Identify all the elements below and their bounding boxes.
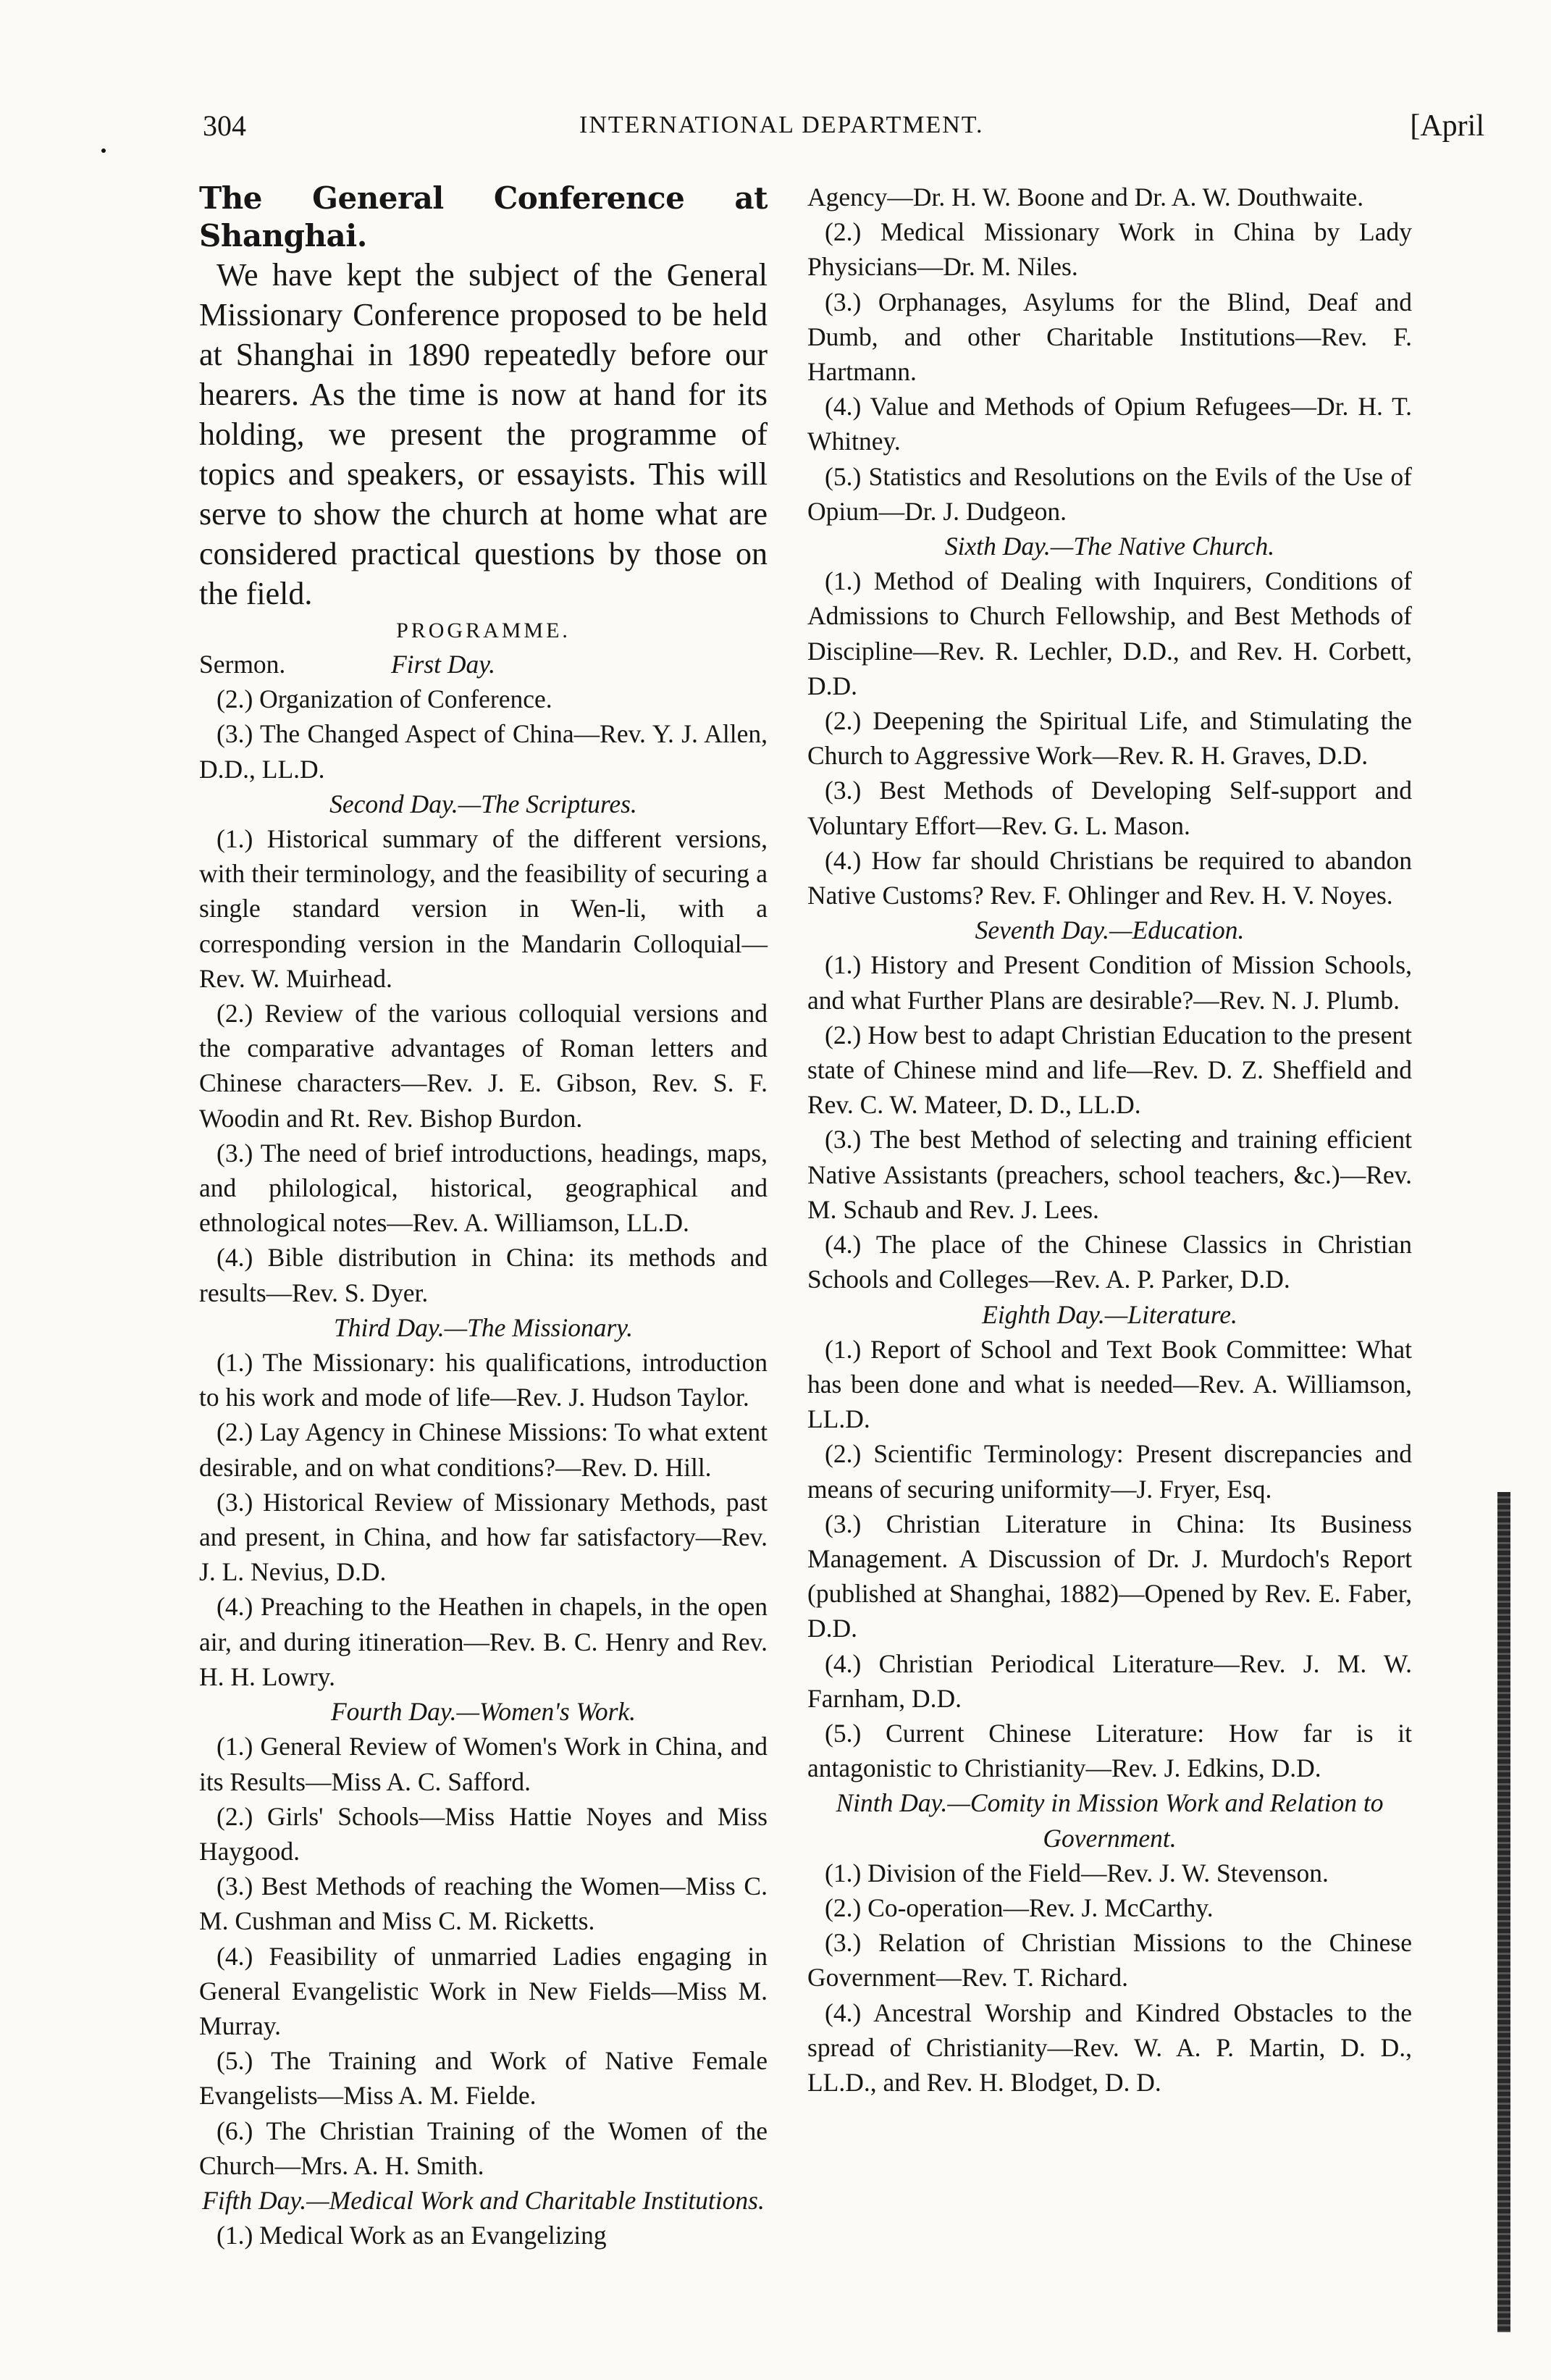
scan-edge-mark bbox=[1497, 1492, 1510, 2332]
fifth-day-heading: Fifth Day.—Medical Work and Charitable Institutions. bbox=[202, 2185, 765, 2215]
program-item: (4.) Christian Periodical Literature—Rev. J. M. W. Farnham, D.D. bbox=[807, 1648, 1412, 1713]
program-item: (5.) Statistics and Resolutions on the Evils of the Use of Opium—Dr. J. Dudgeon. bbox=[807, 461, 1412, 526]
program-item: (4.) Feasibility of unmarried Ladies engaging in General Evangelistic Work in New Fields—Miss M. Murray. bbox=[199, 1941, 768, 2040]
program-item: (2.) Review of the various colloquial versions and the comparative advantages of Roman letters and Chinese characters—Rev. J. E. Gibson, Rev. S. F. Woodin and Rt. Rev. Bishop Burdon. bbox=[199, 999, 768, 1133]
program-item-continued: Agency—Dr. H. W. Boone and Dr. A. W. Douthwaite. bbox=[807, 183, 1364, 211]
eighth-day-heading: Eighth Day.—Literature. bbox=[982, 1299, 1237, 1329]
program-item: (2.) Medical Missionary Work in China by Lady Physicians—Dr. M. Niles. bbox=[807, 217, 1412, 282]
program-item: (4.) Ancestral Worship and Kindred Obstacles to the spread of Christianity—Rev. W. A. P. Martin, D. D., LL.D., and Rev. H. Blodget, D. D. bbox=[807, 1998, 1412, 2097]
program-item: (1.) Medical Work as an Evangelizing bbox=[217, 2221, 607, 2250]
program-item: (3.) The Changed Aspect of China—Rev. Y. J. Allen, D.D., LL.D. bbox=[199, 719, 768, 784]
program-item: (3.) Relation of Christian Missions to the Chinese Government—Rev. T. Richard. bbox=[807, 1928, 1412, 1993]
page-header bbox=[203, 109, 1484, 159]
issue-month: [April bbox=[1410, 109, 1484, 143]
program-item: (1.) The Missionary: his qualifications, introduction to his work and mode of life—Rev. J. Hudson Taylor. bbox=[199, 1348, 768, 1412]
program-item: (2.) How best to adapt Christian Education to the present state of Chinese mind and life—Rev. D. Z. Sheffield and Rev. C. W. Mateer, D. D., LL.D. bbox=[807, 1020, 1412, 1120]
program-item: (4.) How far should Christians be required to abandon Native Customs? Rev. F. Ohlinger and Rev. H. V. Noyes. bbox=[807, 845, 1412, 910]
program-item: (2.) Deepening the Spiritual Life, and Stimulating the Church to Aggressive Work—Rev. R. H. Graves, D.D. bbox=[807, 706, 1412, 771]
program-item: (2.) Lay Agency in Chinese Missions: To what extent desirable, and on what conditions?—Rev. D. Hill. bbox=[199, 1417, 768, 1482]
ninth-day-heading: Ninth Day.—Comity in Mission Work and Relation to Government. bbox=[836, 1788, 1384, 1853]
article-title: The General Conference at Shanghai. bbox=[199, 180, 768, 253]
program-item: (3.) Historical Review of Missionary Methods, past and present, in China, and how far satisfactory—Rev. J. L. Nevius, D.D. bbox=[199, 1487, 768, 1587]
program-item: (5.) Current Chinese Literature: How far is it antagonistic to Christianity—Rev. J. Edkins, D.D. bbox=[807, 1718, 1412, 1783]
left-column bbox=[199, 180, 768, 2253]
program-item: (1.) Report of School and Text Book Committee: What has been done and what is needed—Rev. A. Williamson, LL.D. bbox=[807, 1334, 1412, 1434]
program-item: (2.) Girls' Schools—Miss Hattie Noyes and Miss Haygood. bbox=[199, 1801, 768, 1866]
sermon-label: Sermon. bbox=[199, 650, 286, 679]
program-item: (4.) Value and Methods of Opium Refugees—Dr. H. T. Whitney. bbox=[807, 392, 1412, 456]
right-column bbox=[807, 180, 1412, 2100]
intro-paragraph: We have kept the subject of the General Missionary Conference proposed to be held at Shanghai in 1890 repeatedly before our hearers. As the time is now at hand for its holding, we present the programme of topics and speakers, or essayists. This will serve to show the church at home what are considered practical questions by those on the field. bbox=[199, 257, 768, 611]
program-item: (4.) The place of the Chinese Classics in Christian Schools and Colleges—Rev. A. P. Parker, D.D. bbox=[807, 1230, 1412, 1294]
program-item: (1.) General Review of Women's Work in China, and its Results—Miss A. C. Safford. bbox=[199, 1732, 768, 1796]
program-item: (1.) Division of the Field—Rev. J. W. Stevenson. bbox=[825, 1858, 1329, 1887]
program-item: (2.) Scientific Terminology: Present discrepancies and means of securing uniformity—J. Fryer, Esq. bbox=[807, 1439, 1412, 1504]
program-item: (3.) The best Method of selecting and training efficient Native Assistants (preachers, school teachers, &c.)—Rev. M. Schaub and Rev. J. Lees. bbox=[807, 1125, 1412, 1224]
fourth-day-heading: Fourth Day.—Women's Work. bbox=[330, 1697, 636, 1727]
program-item: (1.) Method of Dealing with Inquirers, Conditions of Admissions to Church Fellowship, and Best Methods of Discipline—Rev. R. Lechler, D.D., and Rev. H. Corbett, D.D. bbox=[807, 566, 1412, 700]
program-item: (3.) Best Methods of reaching the Women—Miss C. M. Cushman and Miss C. M. Ricketts. bbox=[199, 1872, 768, 1936]
program-item: (1.) Historical summary of the different versions, with their terminology, and the feasibility of securing a single standard version in Wen-li, with a corresponding version in the Mandarin Colloquial—Rev. W. Muirhead. bbox=[199, 824, 768, 993]
program-item: (4.) Bible distribution in China: its methods and results—Rev. S. Dyer. bbox=[199, 1243, 768, 1307]
program-item: (2.) Organization of Conference. bbox=[217, 684, 552, 714]
page-number: 304 bbox=[203, 109, 246, 142]
program-item: (1.) History and Present Condition of Mission Schools, and what Further Plans are desirable?—Rev. N. J. Plumb. bbox=[807, 950, 1412, 1015]
print-speck bbox=[101, 148, 106, 153]
program-item: (3.) Orphanages, Asylums for the Blind, Deaf and Dumb, and other Charitable Institutions—Rev. F. Hartmann. bbox=[807, 287, 1412, 387]
program-item: (4.) Preaching to the Heathen in chapels, in the open air, and during itineration—Rev. B. C. Henry and Rev. H. H. Lowry. bbox=[199, 1592, 768, 1691]
second-day-heading: Second Day.—The Scriptures. bbox=[329, 789, 637, 818]
first-day-line bbox=[199, 647, 768, 682]
program-item: (2.) Co-operation—Rev. J. McCarthy. bbox=[825, 1893, 1214, 1922]
program-item: (3.) The need of brief introductions, headings, maps, and philological, historical, geographical and ethnological notes—Rev. A. Williamson, LL.D. bbox=[199, 1138, 768, 1238]
program-item: (5.) The Training and Work of Native Female Evangelists—Miss A. M. Fielde. bbox=[199, 2046, 768, 2111]
third-day-heading: Third Day.—The Missionary. bbox=[334, 1312, 633, 1342]
program-item: (3.) Christian Literature in China: Its Business Management. A Discussion of Dr. J. Murdoch's Report (published at Shanghai, 1882)—Opened by Rev. E. Faber, D.D. bbox=[807, 1509, 1412, 1643]
programme-heading: PROGRAMME. bbox=[396, 619, 571, 642]
program-item: (3.) Best Methods of Developing Self-support and Voluntary Effort—Rev. G. L. Mason. bbox=[807, 776, 1412, 840]
program-item: (6.) The Christian Training of the Women of the Church—Mrs. A. H. Smith. bbox=[199, 2116, 768, 2180]
sixth-day-heading: Sixth Day.—The Native Church. bbox=[944, 532, 1275, 561]
seventh-day-heading: Seventh Day.—Education. bbox=[975, 915, 1245, 945]
running-title: INTERNATIONAL DEPARTMENT. bbox=[579, 112, 984, 138]
first-day-heading: First Day. bbox=[391, 650, 495, 679]
